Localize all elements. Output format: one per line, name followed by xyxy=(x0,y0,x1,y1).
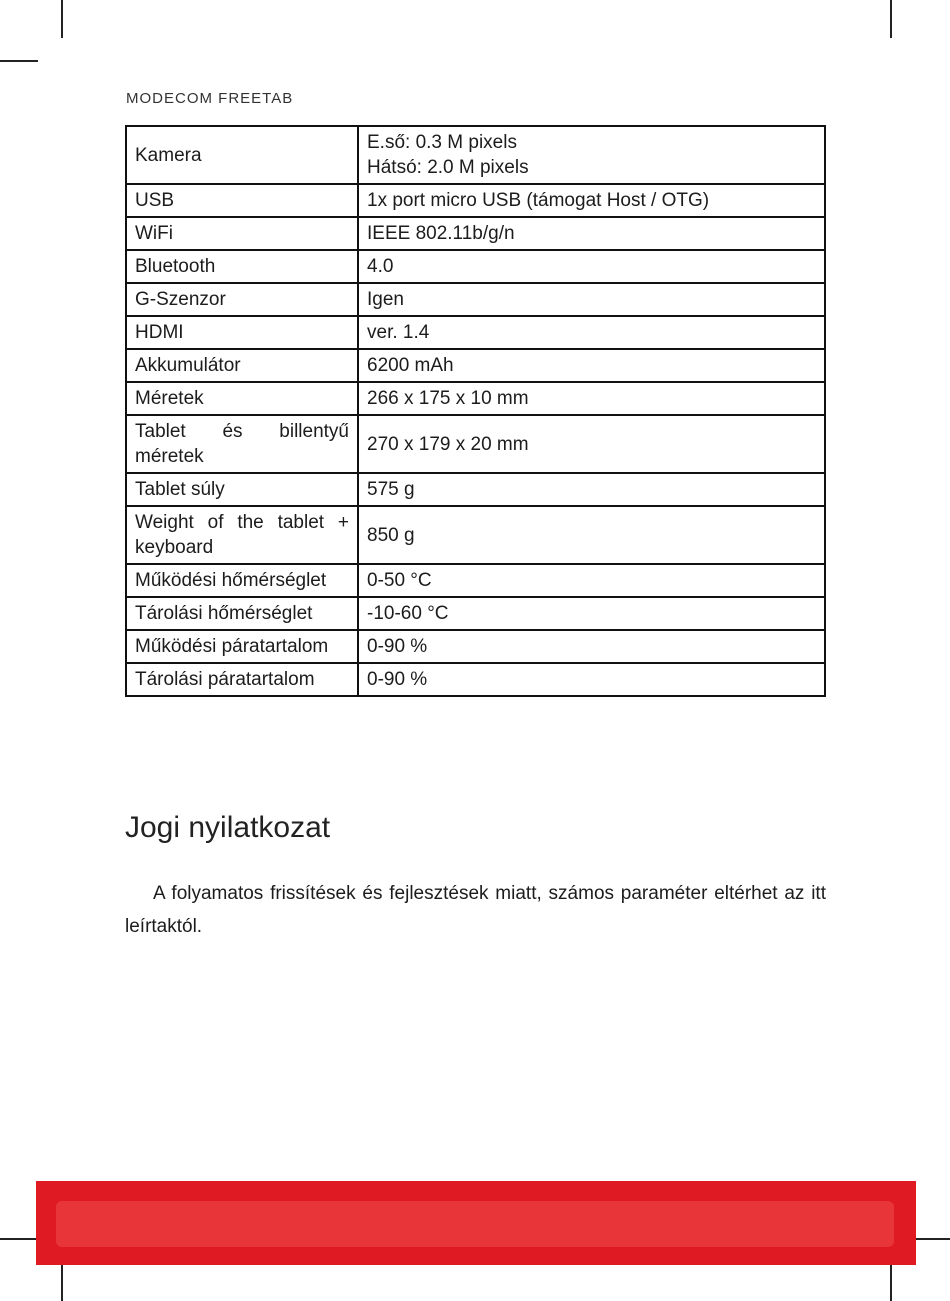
crop-mark-bottom-left-h xyxy=(0,1238,38,1240)
table-row xyxy=(126,415,825,473)
spec-value-line: IEEE 802.11b/g/n xyxy=(367,223,515,244)
table-row xyxy=(126,630,825,663)
spec-label: Akkumulátor xyxy=(126,349,358,382)
spec-value xyxy=(358,630,825,663)
spec-value-line: 4.0 xyxy=(367,256,394,277)
footer-band xyxy=(36,1181,916,1265)
spec-label: Bluetooth xyxy=(126,250,358,283)
spec-label: Tárolási páratartalom xyxy=(126,663,358,696)
crop-mark-top-left-h xyxy=(0,60,38,62)
spec-value xyxy=(358,663,825,696)
spec-value xyxy=(358,250,825,283)
table-row xyxy=(126,316,825,349)
crop-mark-top-right-v xyxy=(890,0,892,38)
crop-mark-top-left-v xyxy=(61,0,63,38)
table-row xyxy=(126,250,825,283)
spec-value-line: ver. 1.4 xyxy=(367,322,430,343)
spec-label: G-Szenzor xyxy=(126,283,358,316)
spec-value xyxy=(358,473,825,506)
spec-value-line: -10-60 °C xyxy=(367,603,449,624)
spec-value-line: 0-90 % xyxy=(367,669,428,690)
spec-label: Méretek xyxy=(126,382,358,415)
table-row xyxy=(126,126,825,184)
spec-value-line: Hátsó: 2.0 M pixels xyxy=(367,157,529,178)
table-row xyxy=(126,564,825,597)
spec-value xyxy=(358,506,825,564)
crop-mark-bottom-left-v xyxy=(61,1262,63,1301)
table-row xyxy=(126,663,825,696)
spec-value xyxy=(358,126,825,184)
spec-label: Működési hőmérséglet xyxy=(126,564,358,597)
footer-inner-panel xyxy=(56,1201,894,1247)
spec-value-line: E.ső: 0.3 M pixels xyxy=(367,132,517,153)
spec-value-line: 0-50 °C xyxy=(367,570,432,591)
spec-label: Kamera xyxy=(126,126,358,184)
table-row xyxy=(126,283,825,316)
spec-label: Tárolási hőmérséglet xyxy=(126,597,358,630)
spec-label: HDMI xyxy=(126,316,358,349)
spec-value-line: 270 x 179 x 20 mm xyxy=(367,433,529,455)
table-row xyxy=(126,473,825,506)
spec-value xyxy=(358,184,825,217)
table-row xyxy=(126,349,825,382)
table-row xyxy=(126,217,825,250)
spec-value xyxy=(358,597,825,630)
document-header-title: MODECOM FREETAB xyxy=(126,90,294,107)
table-row xyxy=(126,382,825,415)
crop-mark-bottom-right-v xyxy=(890,1262,892,1301)
table-row xyxy=(126,184,825,217)
disclaimer-paragraph: A folyamatos frissítések és fejlesztések miatt, számos paraméter eltérhet az itt leírtaktól. xyxy=(125,883,826,937)
spec-value-line: Igen xyxy=(367,289,404,310)
spec-value-line: 0-90 % xyxy=(367,636,428,657)
table-row xyxy=(126,506,825,564)
table-row xyxy=(126,597,825,630)
spec-label: WiFi xyxy=(126,217,358,250)
spec-label: Tablet súly xyxy=(126,473,358,506)
spec-value xyxy=(358,283,825,316)
spec-value xyxy=(358,382,825,415)
spec-value xyxy=(358,415,825,473)
section-title: Jogi nyilatkozat xyxy=(125,810,331,844)
spec-value-line: 850 g xyxy=(367,524,415,546)
spec-value-line: 575 g xyxy=(367,479,415,500)
spec-label: USB xyxy=(126,184,358,217)
spec-value xyxy=(358,564,825,597)
spec-label: Működési páratartalom xyxy=(126,630,358,663)
spec-value-line: 1x port micro USB (támogat Host / OTG) xyxy=(367,190,710,211)
specifications-table xyxy=(125,125,826,697)
crop-mark-bottom-right-h xyxy=(914,1238,950,1240)
spec-value-line: 6200 mAh xyxy=(367,355,454,376)
spec-value xyxy=(358,316,825,349)
spec-label: Weight of the tablet + keyboard xyxy=(126,506,358,564)
spec-value xyxy=(358,217,825,250)
spec-value-line: 266 x 175 x 10 mm xyxy=(367,388,529,409)
spec-value xyxy=(358,349,825,382)
spec-label: Tablet és billentyű méretek xyxy=(126,415,358,473)
